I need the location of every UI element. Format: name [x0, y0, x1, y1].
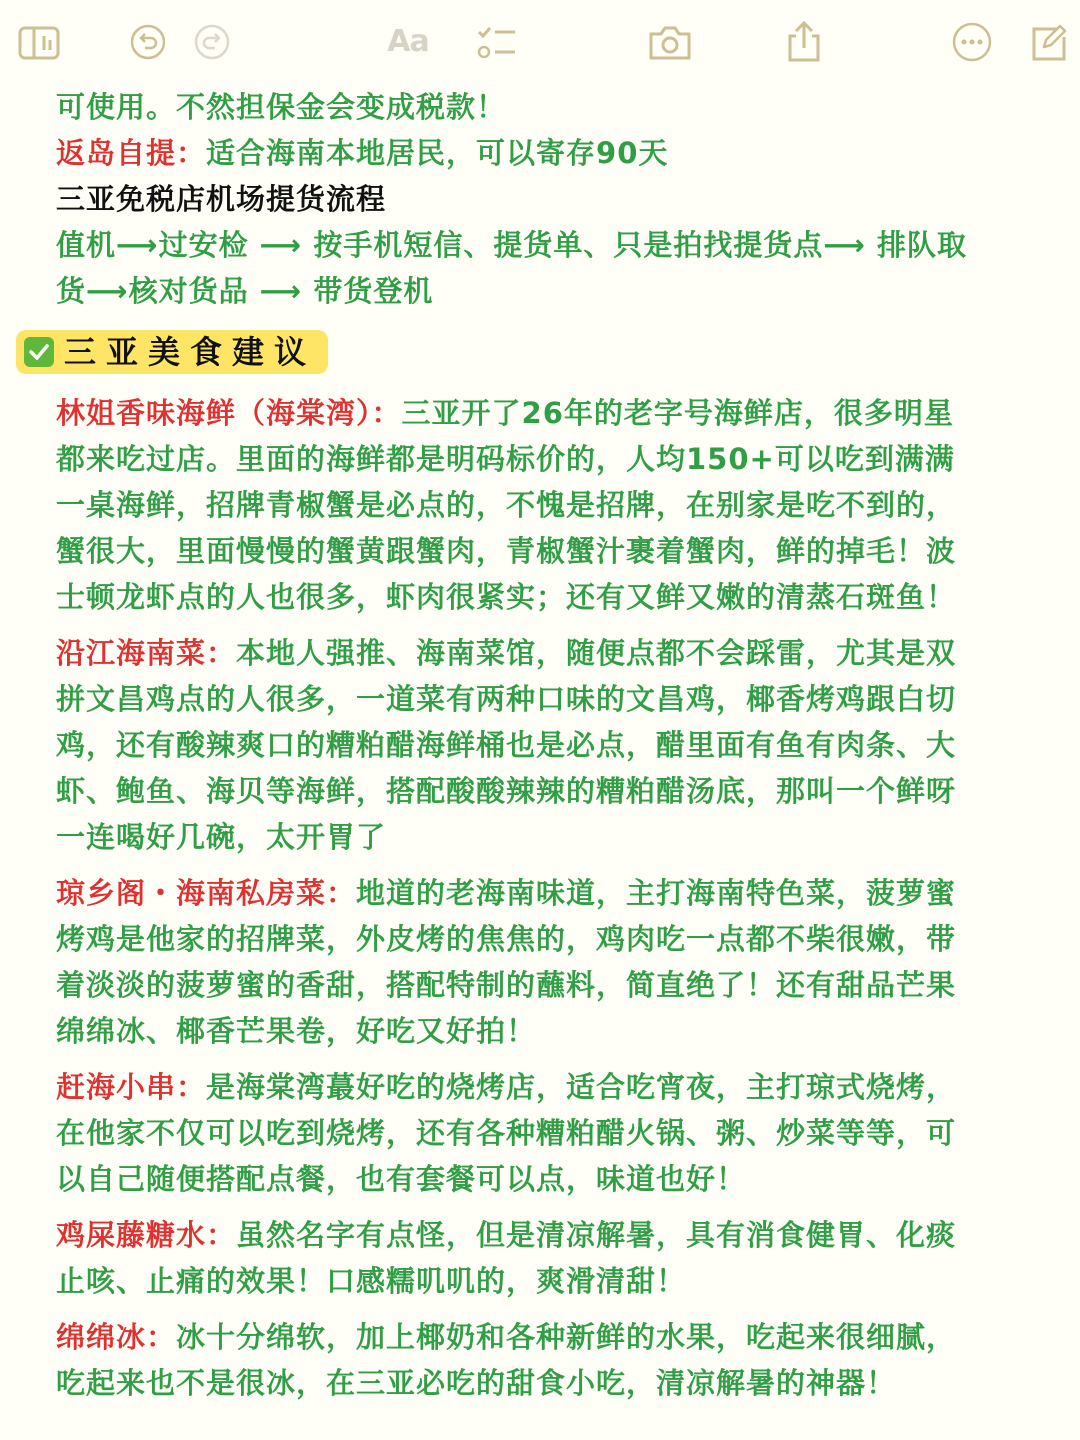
food-entry-first-line	[56, 870, 1036, 916]
food-entry-name: 鸡屎藤糖水：	[56, 1218, 237, 1252]
notes-toolbar	[0, 0, 1080, 84]
camera-icon	[647, 22, 693, 62]
pickup-process-title: 三亚免税店机场提货流程	[56, 182, 387, 216]
checklist-icon	[473, 22, 519, 62]
redo-button[interactable]	[188, 18, 236, 66]
undo-button[interactable]	[124, 18, 172, 66]
redo-icon	[193, 23, 231, 61]
more-icon	[951, 21, 993, 63]
food-entry	[56, 1314, 1036, 1406]
food-entry-text: 三亚开了26年的老字号海鲜店，很多明星	[401, 396, 954, 430]
share-icon	[784, 20, 824, 64]
food-entry	[56, 870, 1036, 1054]
food-entry-line: 士顿龙虾点的人也很多，虾肉很紧实；还有又鲜又嫩的清蒸石斑鱼！	[56, 580, 957, 614]
food-entry	[56, 1064, 1036, 1202]
sidebar-icon	[17, 22, 63, 62]
more-button[interactable]	[948, 18, 996, 66]
food-entry-line: 都来吃过店。里面的海鲜都是明码标价的，人均150+可以吃到满满	[56, 442, 955, 476]
food-entry-first-line	[56, 1064, 1036, 1110]
deposit-note: 可使用。不然担保金会变成税款！	[56, 90, 507, 124]
font-icon[interactable]: Aa	[387, 24, 429, 59]
food-entry-line: 止咳、止痛的效果！口感糯叽叽的，爽滑清甜！	[56, 1264, 687, 1298]
food-entry-name: 琼乡阁・海南私房菜：	[56, 876, 357, 910]
pickup-process-line: 值机⟶过安检 ⟶ 按手机短信、提货单、只是拍找提货点⟶ 排队取	[56, 228, 968, 262]
food-entry	[56, 390, 1036, 620]
food-entry-line: 一连喝好几碗，太开胃了	[56, 820, 387, 854]
pickup-process-line: 货⟶核对货品 ⟶ 带货登机	[56, 274, 434, 308]
food-entry-first-line	[56, 390, 1036, 436]
food-entry	[56, 630, 1036, 860]
share-button[interactable]	[780, 18, 828, 66]
food-entry-text: 地道的老海南味道，主打海南特色菜，菠萝蜜	[356, 876, 957, 910]
food-entry-name: 赶海小串：	[56, 1070, 207, 1104]
food-entry	[56, 1212, 1036, 1304]
food-entry-name: 沿江海南菜：	[56, 636, 237, 670]
food-section-title: 三亚美食建议	[64, 333, 317, 371]
food-entry-line: 吃起来也不是很冰，在三亚必吃的甜食小吃，清凉解暑的神器！	[56, 1366, 897, 1400]
food-entry-line: 绵绵冰、椰香芒果卷，好吃又好拍！	[56, 1014, 537, 1048]
food-entry-line: 一桌海鲜，招牌青椒蟹是必点的，不愧是招牌，在别家是吃不到的，	[56, 488, 957, 522]
return-pickup-line	[56, 130, 1036, 176]
sidebar-button[interactable]	[16, 18, 64, 66]
undo-icon	[129, 23, 167, 61]
food-entry-text: 虽然名字有点怪，但是清凉解暑，具有消食健胃、化痰	[236, 1218, 957, 1252]
checkmark-icon	[24, 337, 54, 367]
note-content[interactable]	[56, 84, 1036, 1406]
food-entry-line: 在他家不仅可以吃到烧烤，还有各种糟粕醋火锅、粥、炒菜等等，可	[56, 1116, 957, 1150]
return-pickup-text: 适合海南本地居民，可以寄存90天	[206, 136, 669, 170]
food-entry-line: 以自己随便搭配点餐，也有套餐可以点，味道也好！	[56, 1162, 747, 1196]
food-entry-first-line	[56, 1314, 1036, 1360]
food-entry-line: 拼文昌鸡点的人很多，一道菜有两种口味的文昌鸡，椰香烤鸡跟白切	[56, 682, 957, 716]
food-entry-name: 绵绵冰：	[56, 1320, 177, 1354]
food-entry-line: 鸡，还有酸辣爽口的糟粕醋海鲜桶也是必点，醋里面有鱼有肉条、大	[56, 728, 957, 762]
food-entry-text: 冰十分绵软，加上椰奶和各种新鲜的水果，吃起来很细腻，	[176, 1320, 957, 1354]
food-entry-first-line	[56, 1212, 1036, 1258]
food-entry-line: 着淡淡的菠萝蜜的香甜，搭配特制的蘸料，简直绝了！还有甜品芒果	[56, 968, 957, 1002]
compose-button[interactable]	[1024, 18, 1072, 66]
compose-icon	[1028, 21, 1068, 63]
food-entry-text: 是海棠湾蕞好吃的烧烤店，适合吃宵夜，主打琼式烧烤，	[206, 1070, 957, 1104]
food-entry-line: 烤鸡是他家的招牌菜，外皮烤的焦焦的，鸡肉吃一点都不柴很嫩，带	[56, 922, 957, 956]
food-entry-line: 蟹很大，里面慢慢的蟹黄跟蟹肉，青椒蟹汁裹着蟹肉，鲜的掉毛！波	[56, 534, 957, 568]
food-entry-name: 林姐香味海鲜（海棠湾）：	[56, 396, 402, 430]
food-entry-line: 虾、鲍鱼、海贝等海鲜，搭配酸酸辣辣的糟粕醋汤底，那叫一个鲜呀	[56, 774, 957, 808]
camera-button[interactable]	[646, 18, 694, 66]
return-pickup-label: 返岛自提：	[56, 136, 207, 170]
checklist-button[interactable]	[472, 18, 520, 66]
food-section-header	[16, 330, 328, 374]
food-entry-first-line	[56, 630, 1036, 676]
food-entry-text: 本地人强推、海南菜馆，随便点都不会踩雷，尤其是双	[236, 636, 957, 670]
